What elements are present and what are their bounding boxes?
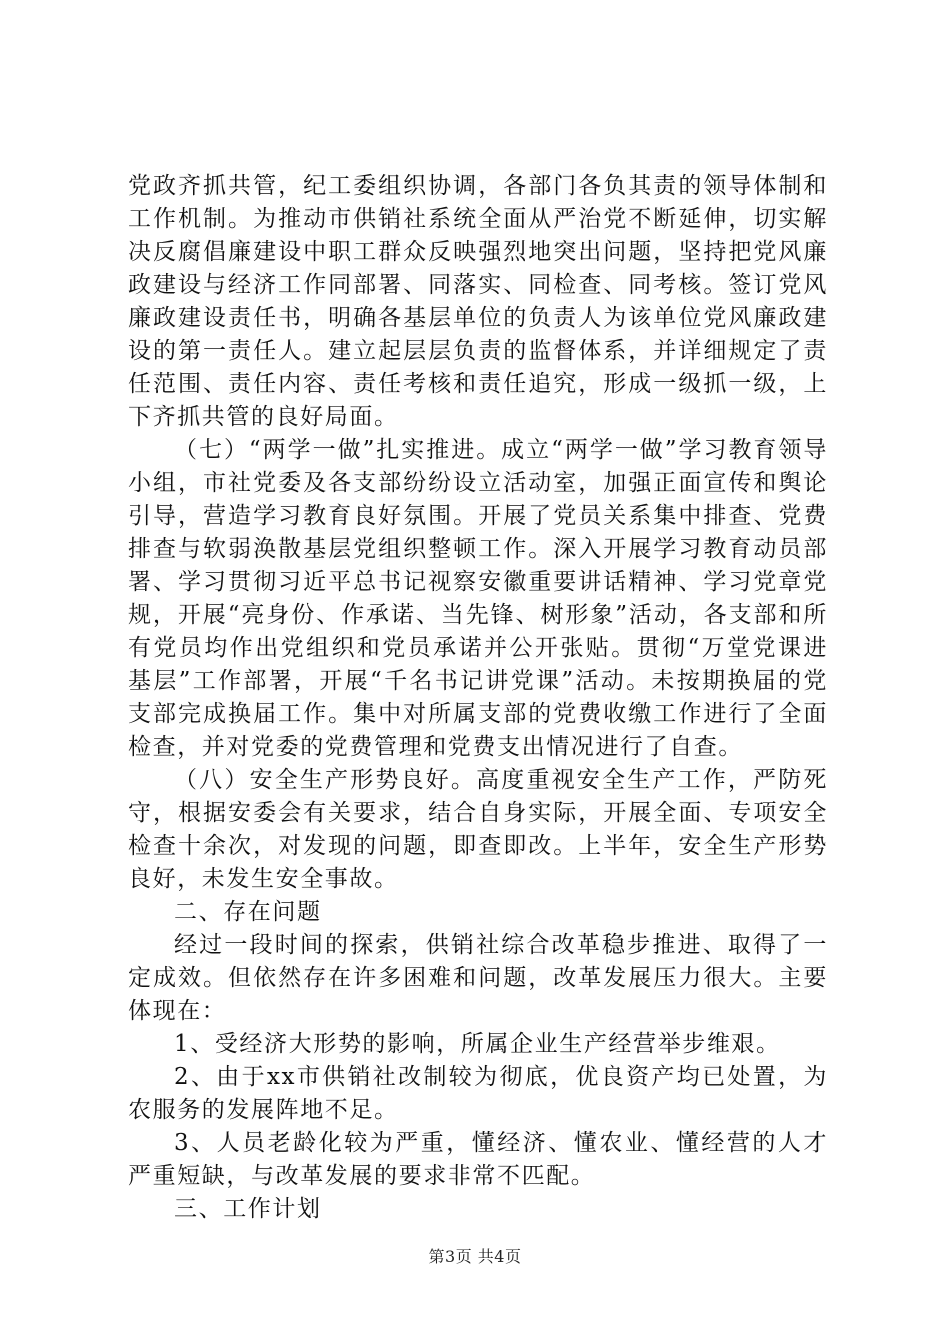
- list-item-problem-1: 1、受经济大形势的影响，所属企业生产经营举步维艰。: [174, 1031, 781, 1057]
- heading-existing-problems: 二、存在问题: [174, 899, 322, 925]
- paragraph-problems-intro: 经过一段时间的探索，供销社综合改革稳步推进、取得了一定成效。但依然存在许多困难和问题，改革发展压力很大。主要体现在：: [128, 932, 828, 1024]
- heading-work-plan: 三、工作计划: [174, 1196, 322, 1222]
- list-item-problem-2: 2、由于xx市供销社改制较为彻底，优良资产均已处置，为农服务的发展阵地不足。: [128, 1064, 828, 1123]
- list-item-problem-3: 3、人员老龄化较为严重，懂经济、懂农业、懂经营的人才严重短缺，与改革发展的要求非常不匹配。: [128, 1130, 828, 1189]
- paragraph-two-studies: （七）“两学一做”扎实推进。成立“两学一做”学习教育领导小组，市社党委及各支部纷纷设立活动室，加强正面宣传和舆论引导，营造学习教育良好氛围。开展了党员关系集中排查、党费排查与软弱涣散基层党组织整顿工作。深入开展学习教育动员部署、学习贯彻习近平总书记视察安徽重要讲话精神、学习党章党规，开展“亮身份、作承诺、当先锋、树形象”活动，各支部和所有党员均作出党组织和党员承诺并公开张贴。贯彻“万堂党课进基层”工作部署，开展“千名书记讲党课”活动。未按期换届的党支部完成换届工作。集中对所属支部的党费收缴工作进行了全面检查，并对党委的党费管理和党费支出情况进行了自查。: [128, 437, 828, 760]
- paragraph-party-governance: 党政齐抓共管，纪工委组织协调，各部门各负其责的领导体制和工作机制。为推动市供销社系统全面从严治党不断延伸，切实解决反腐倡廉建设中职工群众反映强烈地突出问题，坚持把党风廉政建设与经济工作同部署、同落实、同检查、同考核。签订党风廉政建设责任书，明确各基层单位的负责人为该单位党风廉政建设的第一责任人。建立起层层负责的监督体系，并详细规定了责任范围、责任内容、责任考核和责任追究，形成一级抓一级，上下齐抓共管的良好局面。: [128, 173, 828, 430]
- paragraph-safety-production: （八）安全生产形势良好。高度重视安全生产工作，严防死守，根据安委会有关要求，结合自身实际，开展全面、专项安全检查十余次，对发现的问题，即查即改。上半年，安全生产形势良好，未发生安全事故。: [128, 767, 828, 892]
- document-body: [128, 170, 828, 1226]
- page-number-footer: 第3页 共4页: [428, 1247, 522, 1266]
